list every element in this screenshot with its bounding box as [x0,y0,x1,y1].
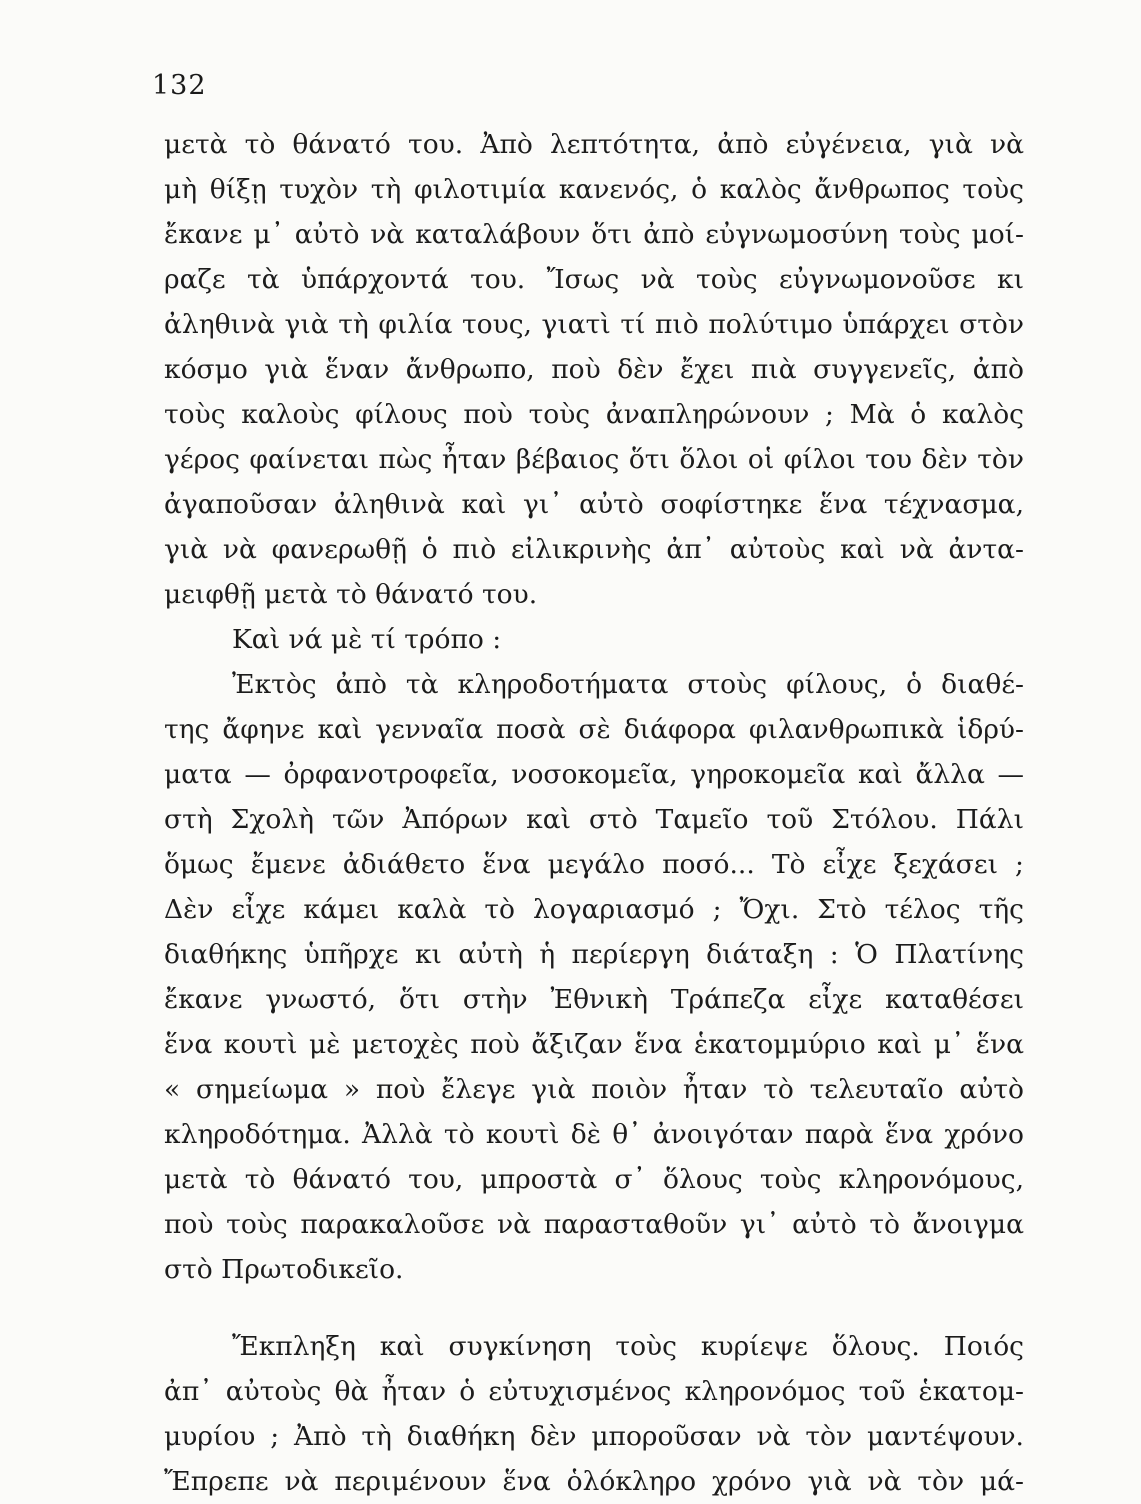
page-number: 132 [152,70,207,101]
text-line: ἔκανε μ᾽ αὐτὸ νὰ καταλάβουν ὅτι ἀπὸ εὐγνωμοσύνη τοὺς μοί- [164,219,1024,250]
text-line: ἀγαποῦσαν ἀληθινὰ καὶ γι᾽ αὐτὸ σοφίστηκε ἕνα τέχνασμα, [164,489,1024,520]
text-line: ὅμως ἔμενε ἀδιάθετο ἕνα μεγάλο ποσό... Τὸ εἶχε ξεχάσει ; [164,849,1024,880]
paragraph-gap [164,1292,1024,1324]
text-line: ἔκανε γνωστό, ὅτι στὴν Ἐθνικὴ Τράπεζα εἶχε καταθέσει [164,984,1024,1015]
text-line: « σημείωμα » ποὺ ἔλεγε γιὰ ποιὸν ἦταν τὸ τελευταῖο αὐτὸ [164,1074,1024,1105]
text-line: ποὺ τοὺς παρακαλοῦσε νὰ παρασταθοῦν γι᾽ αὐτὸ τὸ ἄνοιγμα [164,1209,1024,1240]
paragraph [164,1324,1024,1504]
text-line: ἀληθινὰ γιὰ τὴ φιλία τους, γιατὶ τί πιὸ πολύτιμο ὑπάρχει στὸν [164,309,1024,340]
text-line: στὴ Σχολὴ τῶν Ἀπόρων καὶ στὸ Ταμεῖο τοῦ Στόλου. Πάλι [164,804,1024,835]
text-line: Καὶ νά μὲ τί τρόπο : [232,624,502,655]
text-line: κόσμο γιὰ ἕναν ἄνθρωπο, ποὺ δὲν ἔχει πιὰ συγγενεῖς, ἀπὸ [164,354,1024,385]
text-line: τοὺς καλοὺς φίλους ποὺ τοὺς ἀναπληρώνουν ; Μὰ ὁ καλὸς [164,399,1024,430]
text-line: Δὲν εἶχε κάμει καλὰ τὸ λογαριασμό ; Ὄχι. Στὸ τέλος τῆς [164,894,1024,925]
text-line: κληροδότημα. Ἀλλὰ τὸ κουτὶ δὲ θ᾽ ἀνοιγόταν παρὰ ἕνα χρόνο [164,1119,1024,1150]
text-line: μὴ θίξῃ τυχὸν τὴ φιλοτιμία κανενός, ὁ καλὸς ἄνθρωπος τοὺς [164,174,1024,205]
paragraph [164,662,1024,1292]
text-line: Ἔκπληξη καὶ συγκίνηση τοὺς κυρίεψε ὅλους. Ποιός [232,1331,1024,1362]
text-line: της ἄφηνε καὶ γενναῖα ποσὰ σὲ διάφορα φιλανθρωπικὰ ἱδρύ- [164,714,1024,745]
text-line: γέρος φαίνεται πὼς ἦταν βέβαιος ὅτι ὅλοι οἱ φίλοι του δὲν τὸν [164,444,1024,475]
text-line: ἕνα κουτὶ μὲ μετοχὲς ποὺ ἄξιζαν ἕνα ἑκατομμύριο καὶ μ᾽ ἕνα [164,1029,1024,1060]
text-line: Ἔπρεπε νὰ περιμένουν ἕνα ὁλόκληρο χρόνο γιὰ νὰ τὸν μά- [164,1466,1024,1497]
text-line: Ἐκτὸς ἀπὸ τὰ κληροδοτήματα στοὺς φίλους, ὁ διαθέ- [232,669,1024,700]
text-line: ματα — ὀρφανοτροφεῖα, νοσοκομεῖα, γηροκομεῖα καὶ ἄλλα — [164,759,1024,790]
text-line: ἀπ᾽ αὐτοὺς θὰ ἦταν ὁ εὐτυχισμένος κληρονόμος τοῦ ἑκατομ- [164,1376,1024,1407]
text-line: γιὰ νὰ φανερωθῇ ὁ πιὸ εἰλικρινὴς ἀπ᾽ αὐτοὺς καὶ νὰ ἀντα- [164,534,1024,565]
text-line: μετὰ τὸ θάνατό του. Ἀπὸ λεπτότητα, ἀπὸ εὐγένεια, γιὰ νὰ [164,129,1024,160]
text-line: ραζε τὰ ὑπάρχοντά του. Ἴσως νὰ τοὺς εὐγνωμονοῦσε κι [164,264,1024,295]
body-text [164,122,1024,1504]
text-line: μετὰ τὸ θάνατό του, μπροστὰ σ᾽ ὅλους τοὺς κληρονόμους, [164,1164,1024,1195]
text-line: διαθήκης ὑπῆρχε κι αὐτὴ ἡ περίεργη διάταξη : Ὁ Πλατίνης [164,939,1024,970]
text-line: μειφθῇ μετὰ τὸ θάνατό του. [164,579,538,610]
text-line: μυρίου ; Ἀπὸ τὴ διαθήκη δὲν μποροῦσαν νὰ τὸν μαντέψουν. [164,1421,1024,1452]
paragraph [164,122,1024,617]
text-line: στὸ Πρωτοδικεῖο. [164,1254,404,1285]
paragraph [164,617,1024,662]
